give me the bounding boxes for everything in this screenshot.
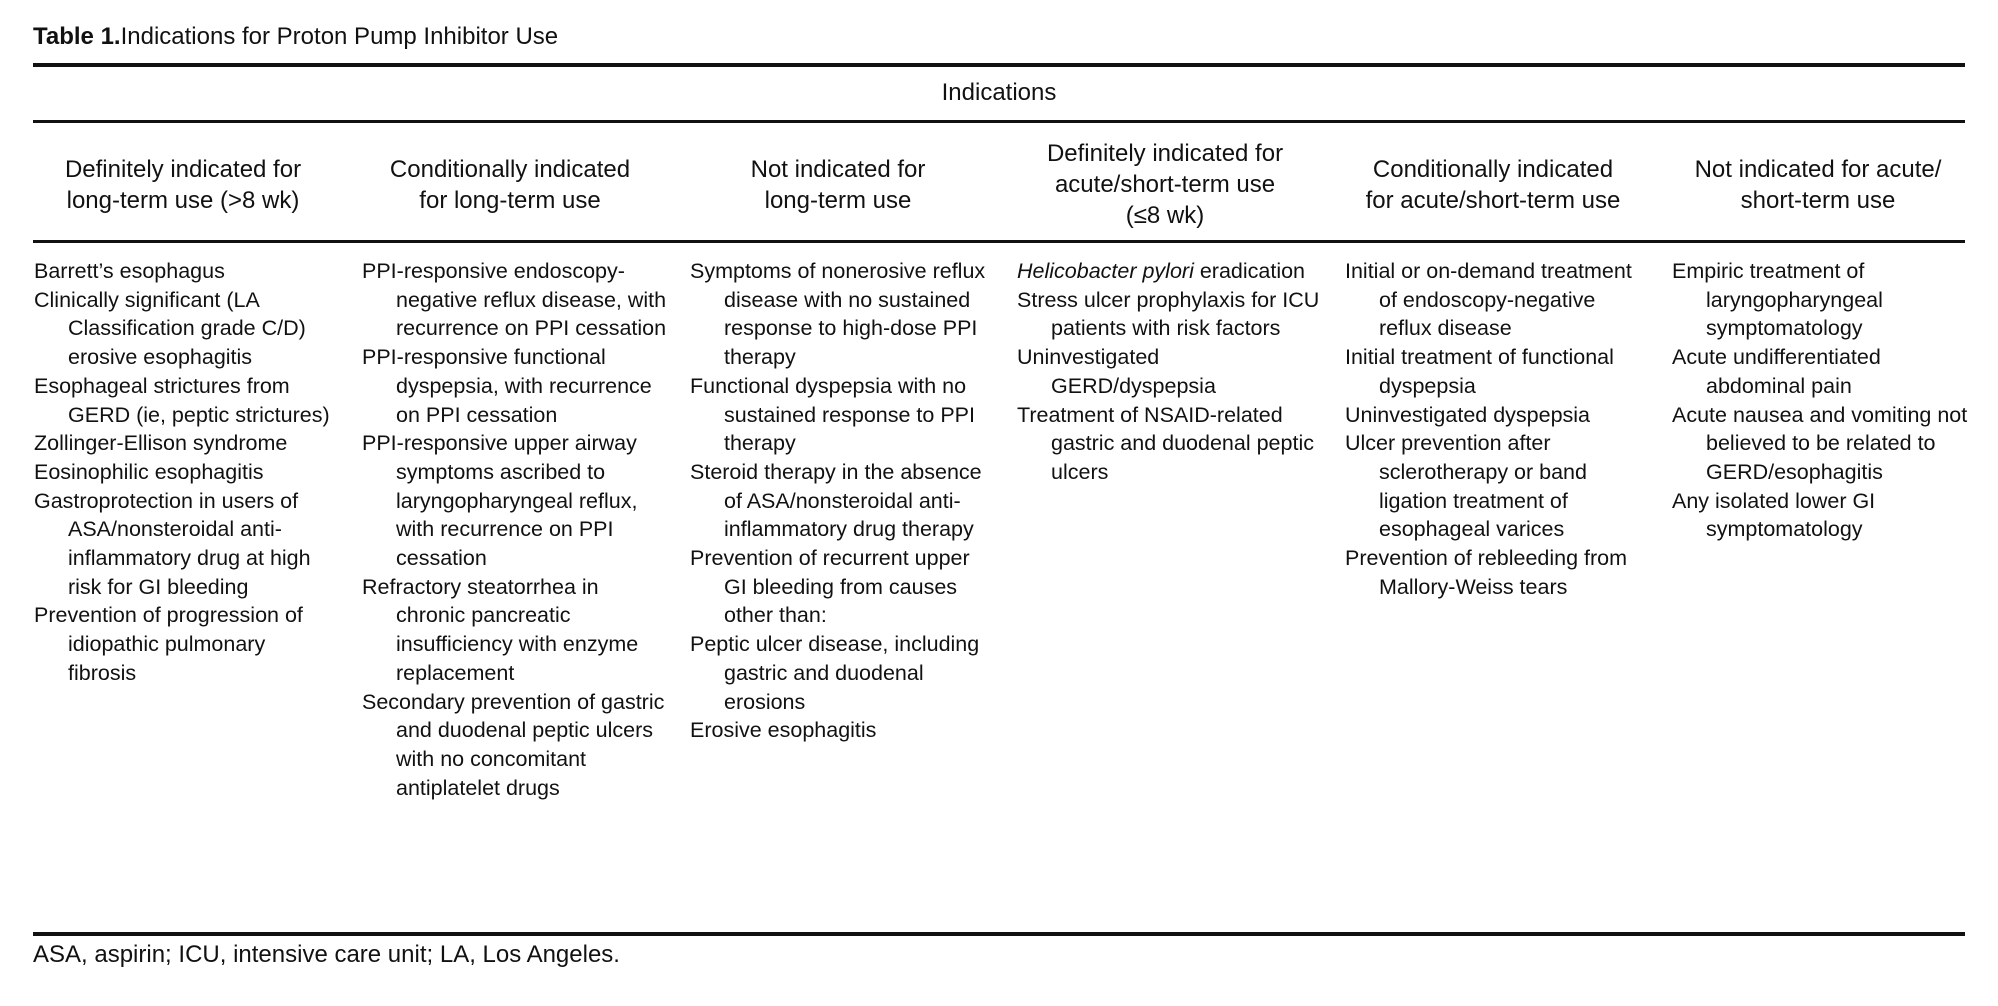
list-item: Functional dyspepsia with no sustained response to PPI therapy xyxy=(690,373,975,456)
table-top-rule xyxy=(33,63,1965,67)
list-item: Empiric treatment of laryngopharyngeal symptomatology xyxy=(1672,259,1883,341)
column-body-definite-short-term xyxy=(1017,257,1323,487)
list-item: Esophageal strictures from GERD (ie, peptic strictures) xyxy=(34,373,330,427)
table-bottom-rule xyxy=(33,932,1965,936)
column-header-line: acute/short-term use xyxy=(1054,171,1276,198)
list-item: PPI-responsive endoscopy-negative reflux disease, with recurrence on PPI cessation xyxy=(362,259,667,341)
column-header-not-long-term xyxy=(688,133,988,236)
column-header-line: Definitely indicated for xyxy=(1046,140,1284,167)
column-header-line: long-term use xyxy=(764,186,912,214)
column-header-line: short-term use xyxy=(1740,186,1896,214)
column-body-not-long-term xyxy=(690,257,996,745)
table-caption xyxy=(33,22,558,52)
column-body-conditional-long-term xyxy=(362,257,668,802)
header-rule xyxy=(33,240,1965,243)
list-item: Stress ulcer prophylaxis for ICU patients with risk factors xyxy=(1017,287,1320,341)
column-header-line: for acute/short-term use xyxy=(1365,186,1621,214)
list-item: Prevention of recurrent upper GI bleeding from causes other than: xyxy=(690,546,970,628)
column-header-conditional-short-term xyxy=(1343,133,1643,236)
column-body-conditional-short-term xyxy=(1345,257,1651,601)
table-footnote: ASA, aspirin; ICU, intensive care unit; LA, Los Angeles. xyxy=(33,941,620,968)
list-item: Initial treatment of functional dyspepsia xyxy=(1345,345,1614,398)
list-item: Uninvestigated GERD/dyspepsia xyxy=(1017,345,1216,398)
list-item: Refractory steatorrhea in chronic pancreatic insufficiency with enzyme replacement xyxy=(362,574,639,685)
list-item: Acute nausea and vomiting not believed to be related to GERD/esophagitis xyxy=(1672,402,1968,484)
list-item: Peptic ulcer disease, including gastric and duodenal erosions xyxy=(690,632,980,714)
table-caption-label: Table 1. xyxy=(33,23,121,50)
list-item: Treatment of NSAID-related gastric and duodenal peptic ulcers xyxy=(1017,402,1314,484)
list-item: Prevention of progression of idiopathic pulmonary fibrosis xyxy=(34,603,303,685)
list-item: Acute undifferentiated abdominal pain xyxy=(1672,345,1881,398)
column-header-definite-long-term xyxy=(33,133,333,236)
column-header-line: Not indicated for acute/ xyxy=(1694,155,1942,183)
list-item: Secondary prevention of gastric and duodenal peptic ulcers with no concomitant antiplatelet drugs xyxy=(362,689,665,800)
column-header-line: Definitely indicated for xyxy=(64,155,302,183)
list-item: Any isolated lower GI symptomatology xyxy=(1672,488,1876,542)
list-item: Eosinophilic esophagitis xyxy=(34,459,264,484)
list-item: Helicobacter pylori eradication xyxy=(1017,259,1306,283)
list-item: Steroid therapy in the absence of ASA/nonsteroidal anti-inflammatory drug therapy xyxy=(690,459,982,542)
list-item: Initial or on-demand treatment of endoscopy-negative reflux disease xyxy=(1345,259,1632,341)
column-header-line: long-term use (>8 wk) xyxy=(66,186,300,214)
spanner-rule xyxy=(33,120,1965,123)
list-item: Uninvestigated dyspepsia xyxy=(1345,402,1591,427)
column-body-definite-long-term xyxy=(34,257,339,688)
list-item: Clinically significant (LA Classification grade C/D) erosive esophagitis xyxy=(34,287,306,370)
list-item: Erosive esophagitis xyxy=(690,718,877,743)
column-header-conditional-long-term xyxy=(360,133,660,236)
table-caption-title: Indications for Proton Pump Inhibitor Use xyxy=(120,23,559,50)
column-header-definite-short-term xyxy=(1015,133,1315,236)
column-body-not-short-term xyxy=(1672,257,1972,544)
indications-spanner-header: Indications xyxy=(941,79,1057,106)
column-header-line: Conditionally indicated xyxy=(1372,155,1614,183)
list-item: Ulcer prevention after sclerotherapy or band ligation treatment of esophageal varices xyxy=(1345,431,1587,542)
list-item: Barrett’s esophagus xyxy=(34,259,225,283)
list-item: PPI-responsive functional dyspepsia, with recurrence on PPI cessation xyxy=(362,345,652,427)
list-item: PPI-responsive upper airway symptoms ascribed to laryngopharyngeal reflux, with recurrence on PPI cessation xyxy=(362,431,638,571)
list-item: Gastroprotection in users of ASA/nonsteroidal anti-inflammatory drug at high risk for GI bleeding xyxy=(34,488,311,599)
list-item: Prevention of rebleeding from Mallory-Weiss tears xyxy=(1345,546,1628,599)
column-header-line: Not indicated for xyxy=(750,155,926,183)
column-header-line: (≤8 wk) xyxy=(1125,202,1205,229)
column-header-line: Conditionally indicated xyxy=(389,155,631,183)
list-item: Zollinger-Ellison syndrome xyxy=(34,431,288,456)
column-header-line: for long-term use xyxy=(419,186,601,214)
column-header-not-short-term xyxy=(1670,133,1966,236)
list-item: Symptoms of nonerosive reflux disease with no sustained response to high-dose PPI therapy xyxy=(690,259,986,370)
